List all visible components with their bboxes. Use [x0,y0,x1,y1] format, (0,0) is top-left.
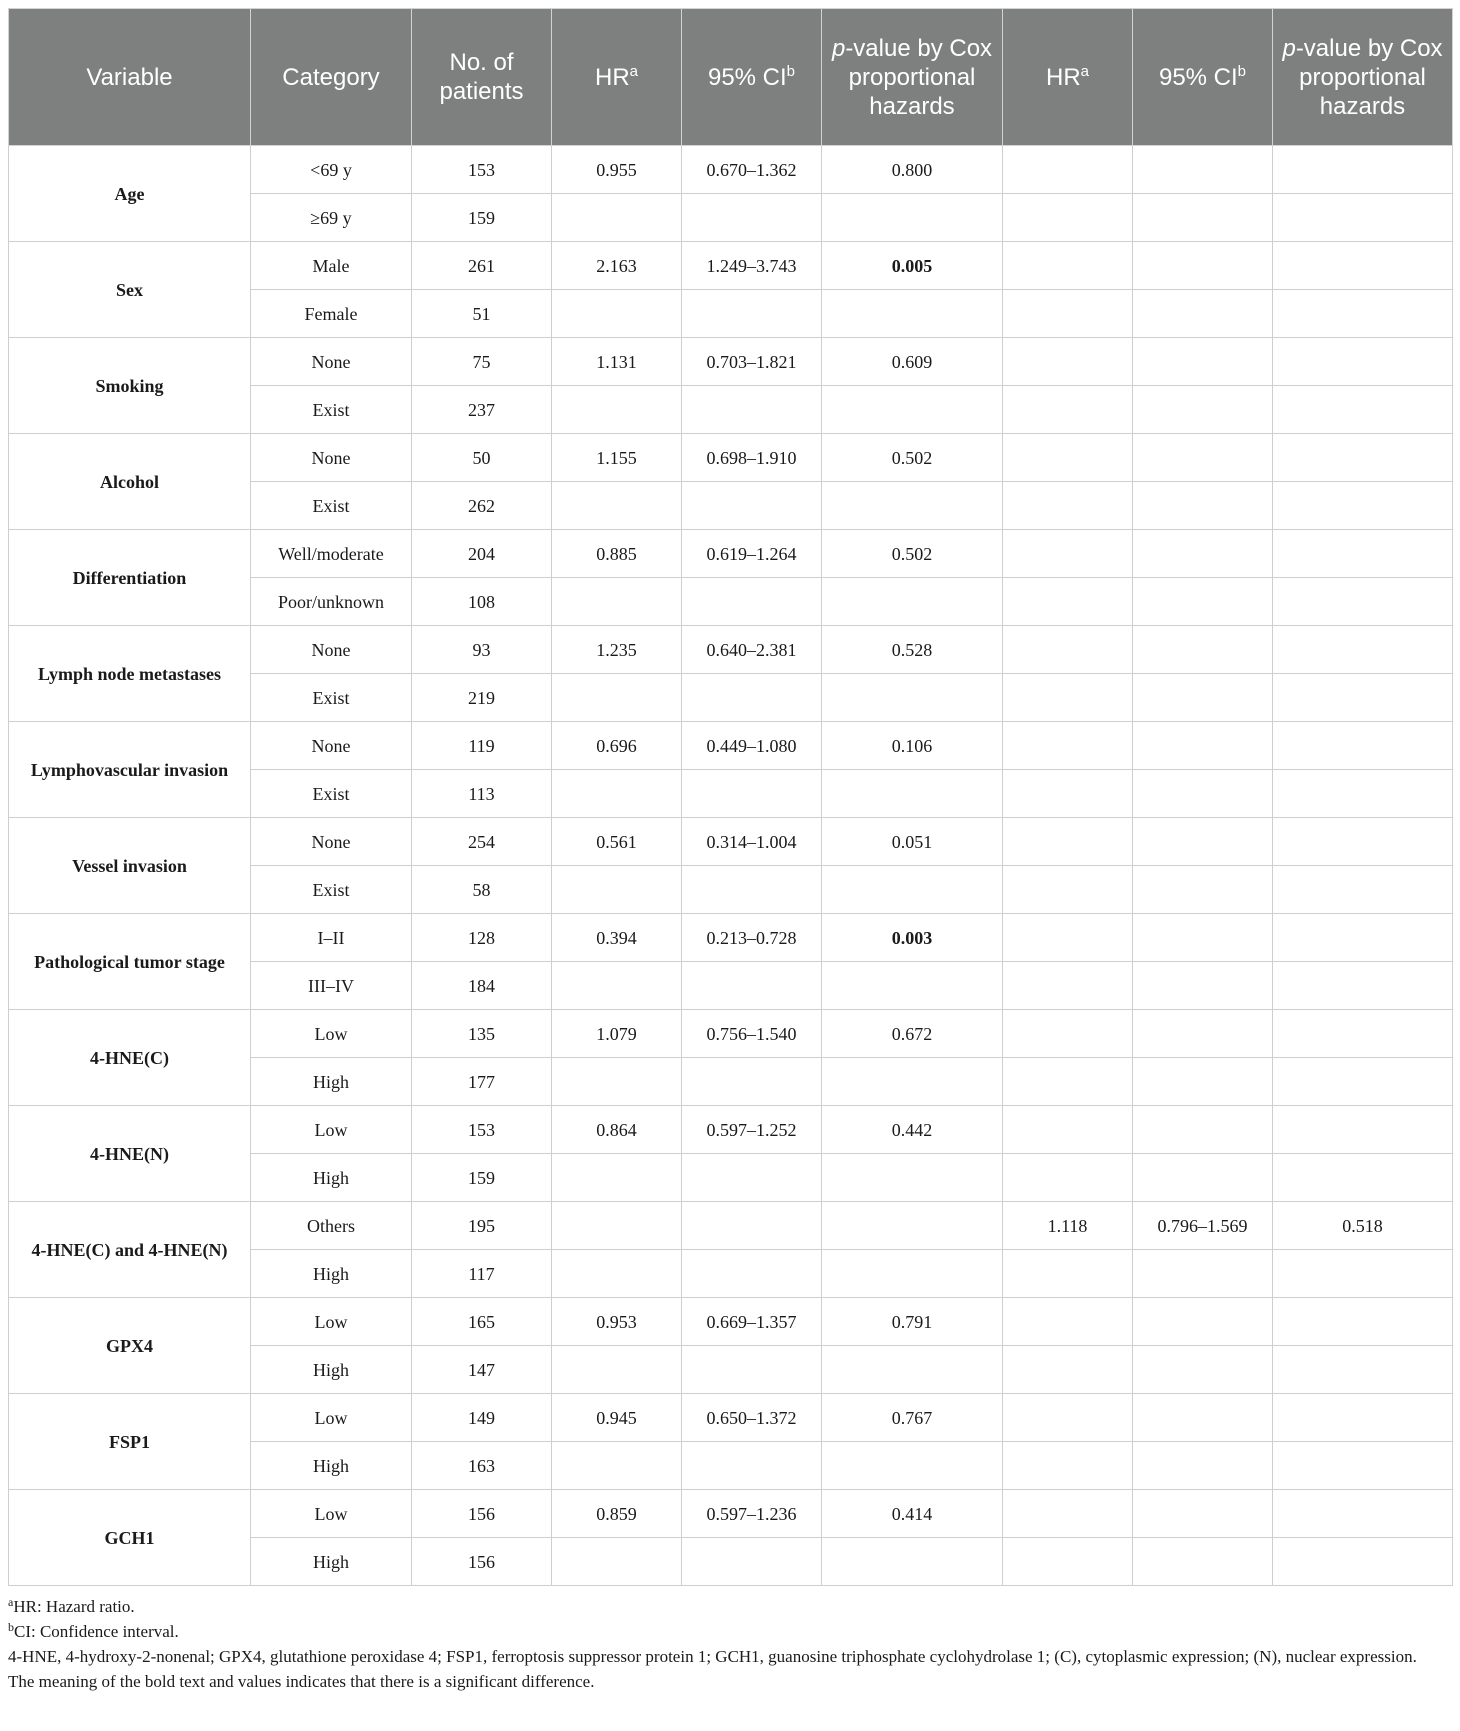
hr-cell: 0.859 [552,1490,682,1538]
patients-cell: 119 [412,722,552,770]
hr-combined-cell [1003,1106,1133,1154]
empty-cell [1003,1538,1133,1586]
category-cell: High [251,1538,412,1586]
ci-combined-cell [1133,1010,1273,1058]
variable-cell: Sex [9,242,251,338]
ci-combined-cell [1133,530,1273,578]
p-value-cell: 0.442 [822,1106,1003,1154]
empty-cell [552,482,682,530]
empty-cell [1003,1058,1133,1106]
p-value-cell [822,1202,1003,1250]
ci-combined-cell: 0.796–1.569 [1133,1202,1273,1250]
patients-cell: 156 [412,1490,552,1538]
p-value-combined-cell [1273,1298,1453,1346]
table-body [9,146,1453,1586]
table-row [9,626,1453,674]
empty-cell [1003,674,1133,722]
empty-cell [682,290,822,338]
empty-cell [552,866,682,914]
empty-cell [682,1538,822,1586]
empty-cell [1133,866,1273,914]
p-value-combined-cell [1273,1010,1453,1058]
patients-cell: 261 [412,242,552,290]
empty-cell [552,578,682,626]
patients-cell: 165 [412,1298,552,1346]
ci-cell: 0.698–1.910 [682,434,822,482]
empty-cell [1003,1442,1133,1490]
empty-cell [1273,1250,1453,1298]
hr-combined-cell [1003,1490,1133,1538]
hr-combined-cell [1003,914,1133,962]
variable-cell: Differentiation [9,530,251,626]
empty-cell [1133,578,1273,626]
table-row [9,1010,1453,1058]
variable-cell: Lymph node metastases [9,626,251,722]
empty-cell [552,386,682,434]
empty-cell [822,866,1003,914]
patients-cell: 254 [412,818,552,866]
empty-cell [1003,1346,1133,1394]
hr-combined-cell [1003,626,1133,674]
empty-cell [552,674,682,722]
patients-cell: 51 [412,290,552,338]
p-value-cell: 0.791 [822,1298,1003,1346]
category-cell: None [251,434,412,482]
ci-cell: 0.670–1.362 [682,146,822,194]
patients-cell: 75 [412,338,552,386]
table-row [9,1490,1453,1538]
patients-cell: 117 [412,1250,552,1298]
empty-cell [822,1058,1003,1106]
variable-cell: GPX4 [9,1298,251,1394]
patients-cell: 163 [412,1442,552,1490]
hr-cell: 2.163 [552,242,682,290]
empty-cell [1003,290,1133,338]
empty-cell [1133,770,1273,818]
category-cell: Low [251,1394,412,1442]
category-cell: Female [251,290,412,338]
p-value-cell: 0.005 [822,242,1003,290]
p-value-combined-cell [1273,626,1453,674]
p-value-cell: 0.502 [822,530,1003,578]
category-cell: High [251,1058,412,1106]
empty-cell [1133,674,1273,722]
cox-regression-table [8,8,1453,1586]
variable-cell: Lymphovascular invasion [9,722,251,818]
patients-cell: 159 [412,194,552,242]
variable-cell: FSP1 [9,1394,251,1490]
p-value-cell: 0.609 [822,338,1003,386]
ci-cell: 0.314–1.004 [682,818,822,866]
empty-cell [1273,674,1453,722]
header-hr-univariate: $HR^a$ [552,9,682,146]
patients-cell: 195 [412,1202,552,1250]
ci-combined-cell [1133,626,1273,674]
p-value-combined-cell [1273,1106,1453,1154]
empty-cell [1273,770,1453,818]
ci-combined-cell [1133,338,1273,386]
empty-cell [1273,1442,1453,1490]
table-row [9,242,1453,290]
empty-cell [822,290,1003,338]
ci-cell: 0.213–0.728 [682,914,822,962]
p-value-combined-cell [1273,1394,1453,1442]
ci-cell: 0.640–2.381 [682,626,822,674]
empty-cell [1273,194,1453,242]
ci-cell: 0.597–1.252 [682,1106,822,1154]
ci-combined-cell [1133,1394,1273,1442]
table-row [9,914,1453,962]
hr-combined-cell [1003,434,1133,482]
table-row [9,1394,1453,1442]
ci-cell: 0.669–1.357 [682,1298,822,1346]
category-cell: Exist [251,482,412,530]
header-no-of-patients: No. of patients [412,9,552,146]
p-value-combined-cell [1273,146,1453,194]
hr-cell: 0.945 [552,1394,682,1442]
p-value-combined-cell: 0.518 [1273,1202,1453,1250]
empty-cell [682,962,822,1010]
footnote-abbreviations: 4-HNE, 4-hydroxy-2-nonenal; GPX4, glutathione peroxidase 4; FSP1, ferroptosis suppressor protein 1; GCH1, guanosine triphosphate cyclohydrolase 1; (C), cytoplasmic expression; (N), nuclear expression. [8,1647,1417,1666]
p-value-combined-cell [1273,818,1453,866]
p-value-combined-cell [1273,242,1453,290]
category-cell: Poor/unknown [251,578,412,626]
empty-cell [1133,1346,1273,1394]
ci-cell: 0.650–1.372 [682,1394,822,1442]
header-variable: Variable [9,9,251,146]
variable-cell: 4-HNE(C) [9,1010,251,1106]
p-value-cell: 0.106 [822,722,1003,770]
p-value-combined-cell [1273,914,1453,962]
patients-cell: 149 [412,1394,552,1442]
hr-combined-cell [1003,242,1133,290]
empty-cell [1003,962,1133,1010]
category-cell: Low [251,1490,412,1538]
category-cell: Exist [251,866,412,914]
table-row [9,1106,1453,1154]
table-footnotes [8,1594,1452,1694]
empty-cell [1273,866,1453,914]
category-cell: High [251,1346,412,1394]
category-cell: Low [251,1298,412,1346]
ci-cell: 0.756–1.540 [682,1010,822,1058]
empty-cell [552,1058,682,1106]
empty-cell [1273,482,1453,530]
hr-cell [552,1202,682,1250]
hr-combined-cell: 1.118 [1003,1202,1133,1250]
empty-cell [552,770,682,818]
patients-cell: 108 [412,578,552,626]
patients-cell: 153 [412,146,552,194]
empty-cell [1003,866,1133,914]
empty-cell [682,482,822,530]
category-cell: None [251,818,412,866]
variable-cell: 4-HNE(N) [9,1106,251,1202]
header-p-value-combined: p-value by Cox proportional hazards [1273,9,1453,146]
empty-cell [1133,386,1273,434]
patients-cell: 204 [412,530,552,578]
empty-cell [552,1346,682,1394]
empty-cell [1003,1154,1133,1202]
empty-cell [1273,962,1453,1010]
footnote-bold-meaning: The meaning of the bold text and values indicates that there is a significant difference. [8,1672,595,1691]
category-cell: Male [251,242,412,290]
table-header-row [9,9,1453,146]
table-row [9,338,1453,386]
hr-combined-cell [1003,1394,1133,1442]
empty-cell [822,1250,1003,1298]
empty-cell [822,770,1003,818]
p-value-cell: 0.767 [822,1394,1003,1442]
patients-cell: 147 [412,1346,552,1394]
hr-cell: 0.955 [552,146,682,194]
p-value-combined-cell [1273,1490,1453,1538]
category-cell: Exist [251,386,412,434]
patients-cell: 113 [412,770,552,818]
ci-combined-cell [1133,722,1273,770]
header-hr-combined: $HR^a$ [1003,9,1133,146]
table-row [9,1298,1453,1346]
empty-cell [822,962,1003,1010]
variable-cell: Smoking [9,338,251,434]
empty-cell [1273,1346,1453,1394]
patients-cell: 159 [412,1154,552,1202]
patients-cell: 237 [412,386,552,434]
hr-combined-cell [1003,1010,1133,1058]
footnote-ci: $^b$CI: Confidence interval. [8,1620,179,1641]
footnote-hr: $^a$HR: Hazard ratio. [8,1595,135,1616]
table-row [9,146,1453,194]
empty-cell [1003,386,1133,434]
p-value-combined-cell [1273,722,1453,770]
patients-cell: 93 [412,626,552,674]
patients-cell: 50 [412,434,552,482]
empty-cell [682,674,822,722]
p-value-cell: 0.414 [822,1490,1003,1538]
category-cell: <69 y [251,146,412,194]
category-cell: High [251,1250,412,1298]
empty-cell [1133,1154,1273,1202]
ci-combined-cell [1133,818,1273,866]
ci-combined-cell [1133,1298,1273,1346]
variable-cell: Pathological tumor stage [9,914,251,1010]
p-value-cell: 0.502 [822,434,1003,482]
ci-combined-cell [1133,434,1273,482]
empty-cell [1003,194,1133,242]
patients-cell: 135 [412,1010,552,1058]
ci-cell: 0.449–1.080 [682,722,822,770]
empty-cell [822,482,1003,530]
empty-cell [552,1442,682,1490]
ci-cell [682,1202,822,1250]
patients-cell: 219 [412,674,552,722]
empty-cell [1273,1538,1453,1586]
table-row [9,818,1453,866]
category-cell: High [251,1154,412,1202]
header-category: Category [251,9,412,146]
empty-cell [822,386,1003,434]
patients-cell: 153 [412,1106,552,1154]
empty-cell [682,1250,822,1298]
table-row [9,722,1453,770]
table-row [9,530,1453,578]
empty-cell [682,1346,822,1394]
hr-cell: 0.394 [552,914,682,962]
table-row [9,434,1453,482]
category-cell: None [251,338,412,386]
empty-cell [552,962,682,1010]
header-ci-univariate: 95% $CI^b$ [682,9,822,146]
p-value-combined-cell [1273,530,1453,578]
hr-cell: 1.155 [552,434,682,482]
empty-cell [682,1058,822,1106]
hr-cell: 0.696 [552,722,682,770]
empty-cell [1133,194,1273,242]
patients-cell: 58 [412,866,552,914]
hr-cell: 0.561 [552,818,682,866]
p-value-cell: 0.528 [822,626,1003,674]
empty-cell [1133,1250,1273,1298]
empty-cell [1133,1058,1273,1106]
hr-cell: 0.953 [552,1298,682,1346]
empty-cell [682,1442,822,1490]
ci-combined-cell [1133,1106,1273,1154]
hr-combined-cell [1003,338,1133,386]
ci-cell: 0.703–1.821 [682,338,822,386]
header-p-value-univariate: p-value by Cox proportional hazards [822,9,1003,146]
table-row [9,1202,1453,1250]
empty-cell [552,1538,682,1586]
empty-cell [552,194,682,242]
empty-cell [1133,482,1273,530]
category-cell: None [251,722,412,770]
hr-cell: 1.235 [552,626,682,674]
hr-combined-cell [1003,146,1133,194]
empty-cell [1273,1058,1453,1106]
variable-cell: 4-HNE(C) and 4-HNE(N) [9,1202,251,1298]
empty-cell [822,1346,1003,1394]
ci-cell: 0.597–1.236 [682,1490,822,1538]
hr-combined-cell [1003,818,1133,866]
category-cell: High [251,1442,412,1490]
p-value-combined-cell [1273,338,1453,386]
patients-cell: 184 [412,962,552,1010]
empty-cell [1273,290,1453,338]
category-cell: Exist [251,674,412,722]
empty-cell [682,770,822,818]
patients-cell: 128 [412,914,552,962]
category-cell: Exist [251,770,412,818]
empty-cell [682,386,822,434]
empty-cell [1133,1538,1273,1586]
ci-cell: 0.619–1.264 [682,530,822,578]
ci-combined-cell [1133,242,1273,290]
hr-combined-cell [1003,530,1133,578]
p-value-cell: 0.051 [822,818,1003,866]
empty-cell [1273,578,1453,626]
p-value-cell: 0.672 [822,1010,1003,1058]
category-cell: Low [251,1010,412,1058]
patients-cell: 177 [412,1058,552,1106]
empty-cell [1133,962,1273,1010]
patients-cell: 262 [412,482,552,530]
patients-cell: 156 [412,1538,552,1586]
category-cell: Others [251,1202,412,1250]
empty-cell [552,1154,682,1202]
hr-cell: 0.864 [552,1106,682,1154]
empty-cell [552,1250,682,1298]
variable-cell: Alcohol [9,434,251,530]
hr-combined-cell [1003,1298,1133,1346]
ci-combined-cell [1133,1490,1273,1538]
variable-cell: Age [9,146,251,242]
ci-combined-cell [1133,146,1273,194]
empty-cell [1003,1250,1133,1298]
hr-cell: 1.131 [552,338,682,386]
empty-cell [822,194,1003,242]
empty-cell [1273,1154,1453,1202]
empty-cell [1133,1442,1273,1490]
hr-cell: 0.885 [552,530,682,578]
empty-cell [682,578,822,626]
empty-cell [1003,770,1133,818]
empty-cell [682,1154,822,1202]
empty-cell [1003,482,1133,530]
header-ci-combined: 95% $CI^b$ [1133,9,1273,146]
empty-cell [1273,386,1453,434]
empty-cell [1003,578,1133,626]
category-cell: I–II [251,914,412,962]
empty-cell [822,674,1003,722]
empty-cell [822,578,1003,626]
category-cell: III–IV [251,962,412,1010]
ci-cell: 1.249–3.743 [682,242,822,290]
variable-cell: GCH1 [9,1490,251,1586]
empty-cell [822,1538,1003,1586]
p-value-cell: 0.003 [822,914,1003,962]
empty-cell [822,1154,1003,1202]
empty-cell [552,290,682,338]
ci-combined-cell [1133,914,1273,962]
empty-cell [682,194,822,242]
category-cell: Low [251,1106,412,1154]
p-value-cell: 0.800 [822,146,1003,194]
variable-cell: Vessel invasion [9,818,251,914]
category-cell: None [251,626,412,674]
hr-combined-cell [1003,722,1133,770]
p-value-combined-cell [1273,434,1453,482]
hr-cell: 1.079 [552,1010,682,1058]
empty-cell [682,866,822,914]
empty-cell [1133,290,1273,338]
category-cell: ≥69 y [251,194,412,242]
category-cell: Well/moderate [251,530,412,578]
empty-cell [822,1442,1003,1490]
document [8,8,1452,1694]
